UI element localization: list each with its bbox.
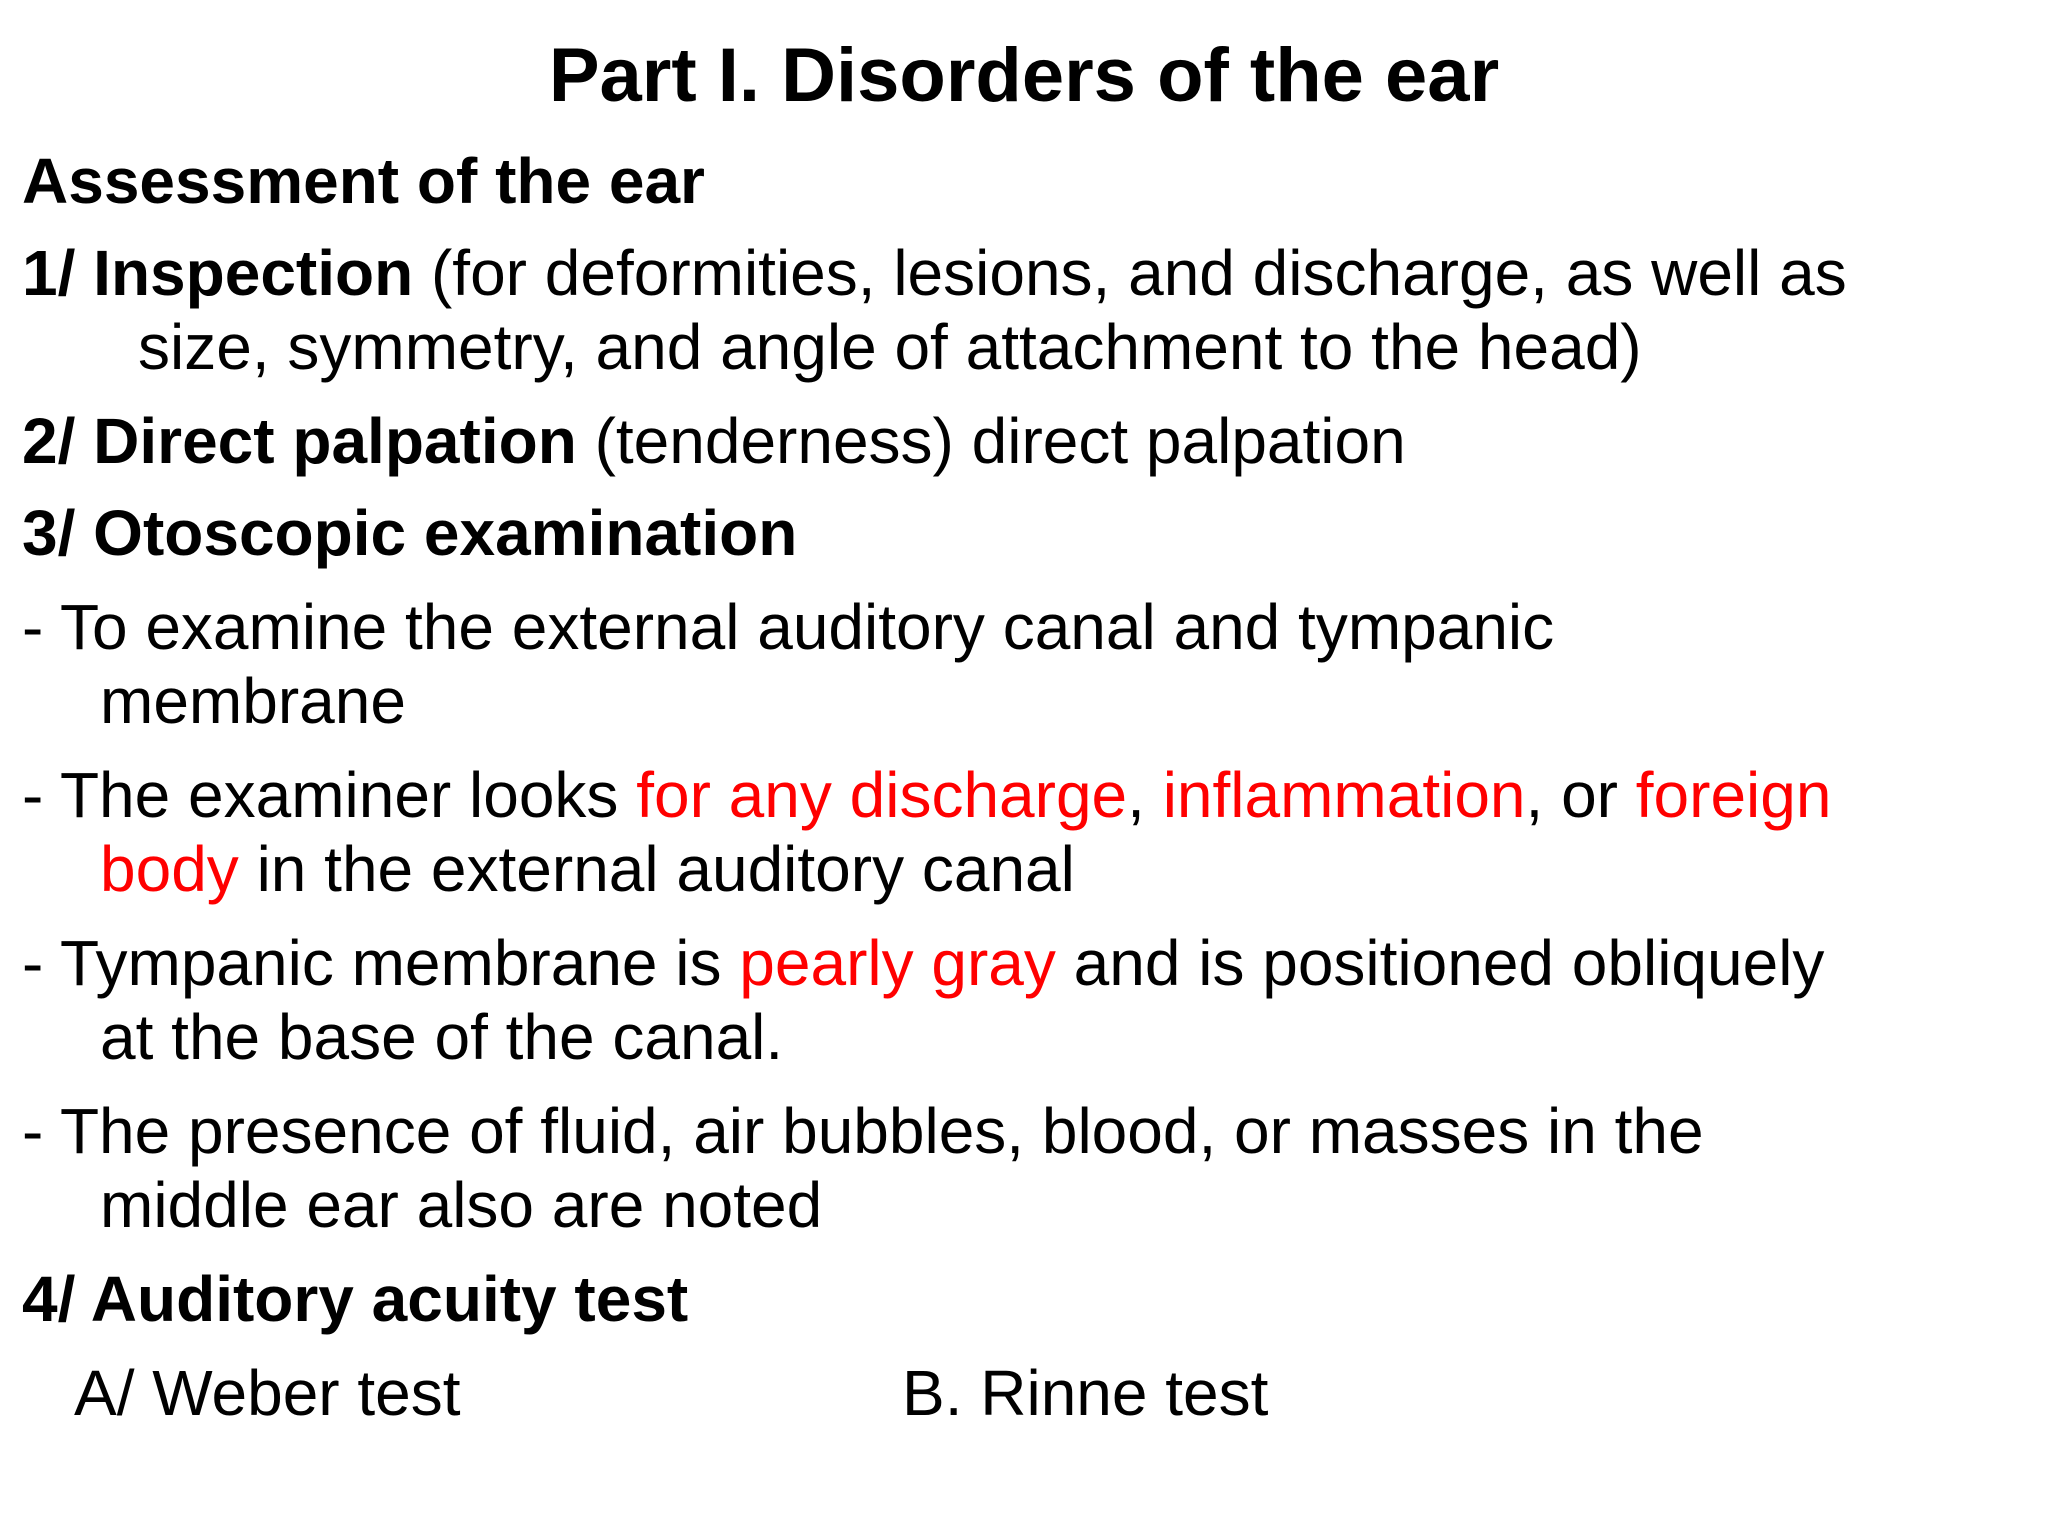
bullet-examiner-pre: - The examiner looks: [22, 759, 637, 831]
bullet-examiner-sep1: ,: [1127, 759, 1163, 831]
bullet-presence: - The presence of fluid, air bubbles, blood, or masses in the: [22, 1095, 1704, 1167]
item-otoscopic-examination: 3/ Otoscopic examination: [22, 497, 798, 569]
item-direct-palpation: [22, 404, 1406, 478]
bullet-presence-continuation: middle ear also are noted: [100, 1169, 823, 1241]
section-heading: Assessment of the ear: [22, 145, 705, 217]
bullet-examiner-continuation: [100, 832, 1075, 906]
item-direct-palpation-text: (tenderness) direct palpation: [576, 405, 1406, 477]
item-direct-palpation-label: 2/ Direct palpation: [22, 405, 577, 477]
item-inspection-text: (for deformities, lesions, and discharge, as well as: [413, 237, 1847, 309]
highlight-inflammation: inflammation: [1162, 759, 1526, 831]
bullet-tympanic-continuation: at the base of the canal.: [100, 1001, 784, 1073]
highlight-foreign: foreign: [1635, 759, 1832, 831]
item-inspection-label: 1/ Inspection: [22, 237, 414, 309]
item-inspection-continuation: size, symmetry, and angle of attachment to the head): [138, 311, 1642, 383]
highlight-body: body: [100, 833, 239, 905]
bullet-tympanic-post: and is positioned obliquely: [1055, 927, 1825, 999]
test-rinne: B. Rinne test: [902, 1357, 1269, 1429]
highlight-discharge: for any discharge: [636, 759, 1128, 831]
slide-title: Part I. Disorders of the ear: [548, 33, 1500, 118]
test-weber: A/ Weber test: [74, 1357, 461, 1429]
bullet-examiner-post: in the external auditory canal: [238, 833, 1075, 905]
item-auditory-acuity-test: 4/ Auditory acuity test: [22, 1263, 689, 1335]
bullet-examine: - To examine the external auditory canal and tympanic: [22, 591, 1555, 663]
highlight-pearly-gray: pearly gray: [739, 927, 1056, 999]
bullet-examine-continuation: membrane: [100, 665, 406, 737]
item-inspection: [22, 236, 1847, 310]
bullet-tympanic-pre: - Tympanic membrane is: [22, 927, 740, 999]
bullet-tympanic-membrane: [22, 926, 1824, 1000]
bullet-examiner-sep2: , or: [1525, 759, 1636, 831]
bullet-examiner-looks: [22, 758, 1831, 832]
